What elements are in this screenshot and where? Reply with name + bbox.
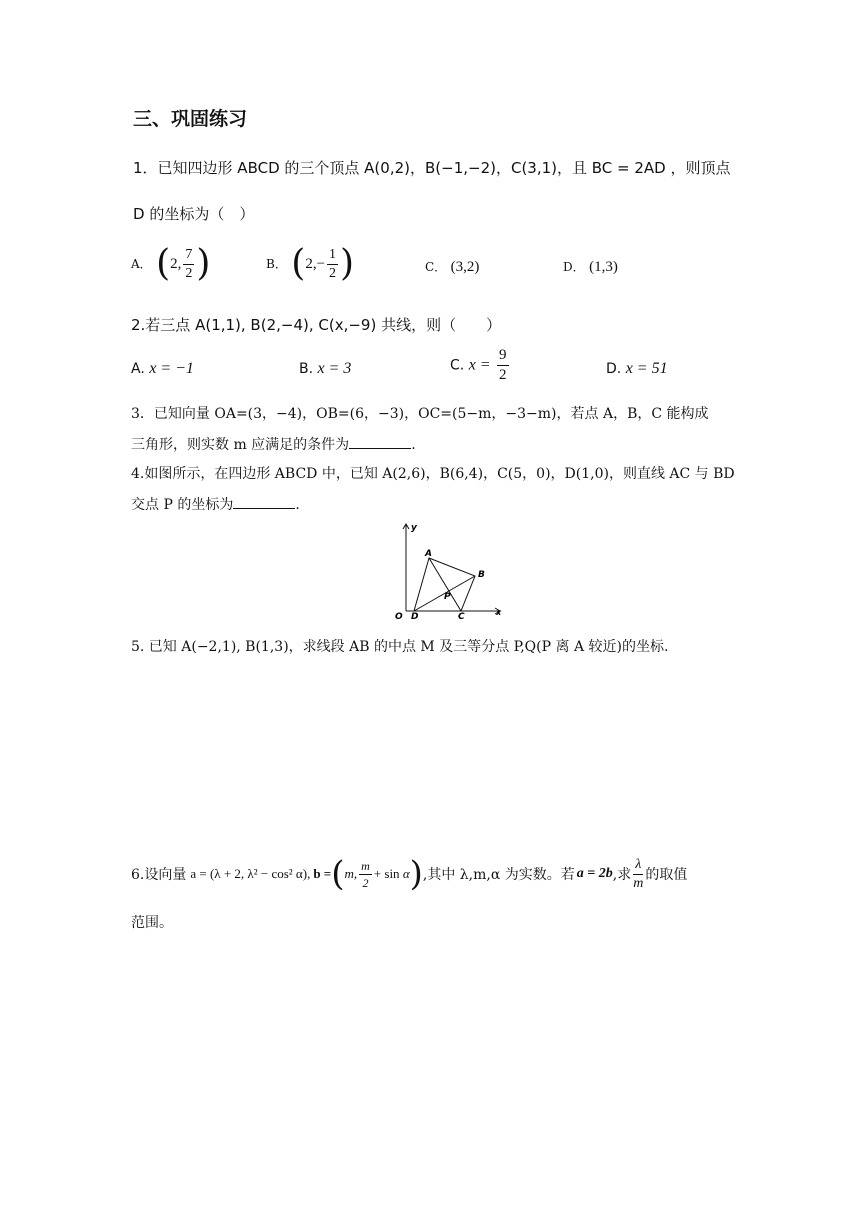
- q1-option-d-label: D．: [563, 260, 585, 274]
- q2-option-d-value: x = 51: [625, 360, 668, 377]
- question-1-line-1: [133, 157, 731, 178]
- q2-option-b: [299, 360, 351, 378]
- q2-option-c: C. x = $\frac{9}{2}$: [450, 347, 507, 383]
- q2-option-b-value: x = 3: [317, 360, 352, 377]
- diagonal-ac: [429, 558, 461, 611]
- q6-b-label: b =: [313, 866, 332, 881]
- q2-option-b-label: B.: [299, 361, 314, 377]
- q1-option-c: [425, 258, 479, 276]
- q2-option-a-value: x = −1: [149, 360, 194, 377]
- question-6-line-2: 范围。: [131, 915, 173, 931]
- label-d: D: [411, 612, 419, 622]
- quadrilateral-figure: [388, 518, 508, 622]
- q2-option-a-label: A.: [131, 361, 145, 377]
- label-y: y: [411, 523, 417, 533]
- q1-option-a: A． (2, $\frac{7}{2}$ ): [131, 243, 211, 284]
- question-4-line-1: 4.如图所示，在四边形 ABCD 中，已知 A(2,6)，B(6,4)，C(5，0)，D(1,0)，则直线 AC 与 BD: [131, 466, 735, 482]
- q2-option-a: [131, 360, 194, 378]
- q1-text: 1．已知四边形 ABCD 的三个顶点 A(0,2)，B(−1,−2)，C(3,1)，且 BC = 2AD ，则顶点: [133, 159, 731, 177]
- q6-ask: ,求: [612, 867, 632, 883]
- q1-option-b-label: B．: [266, 257, 287, 271]
- q6-frac-den: m: [633, 875, 644, 891]
- question-5-line: 5. 已知 A(−2,1), B(1,3)，求线段 AB 的中点 M 及三等分点 P,Q(P 离 A 较近)的坐标.: [131, 639, 669, 655]
- q1-option-d: [563, 258, 618, 276]
- q1-option-d-value: (1,3): [589, 259, 618, 275]
- q3-line2-text: 三角形，则实数 m 应满足的条件为: [131, 437, 350, 453]
- q6-prefix: 6.设向量: [131, 867, 187, 883]
- q6-frac-num: λ: [633, 858, 643, 875]
- q1-option-c-value: (3,2): [450, 259, 480, 275]
- q4-line2-text: 交点 P 的坐标为: [131, 497, 234, 513]
- q6-tail: 的取值: [645, 867, 688, 883]
- q2-option-d-label: D.: [606, 361, 622, 377]
- q3-answer-blank: [349, 434, 411, 449]
- q6-middle: ,其中 λ,m,α 为实数。若: [422, 867, 575, 883]
- label-x: x: [496, 608, 502, 617]
- q4-answer-blank: [233, 494, 295, 509]
- label-b: B: [478, 570, 485, 580]
- q1-option-a-label: A．: [131, 257, 152, 271]
- q1-option-b: B． (2,− $\frac{1}{2}$ ): [266, 243, 355, 284]
- label-p: P: [444, 592, 451, 602]
- q2-option-d: [606, 360, 668, 378]
- label-o: O: [395, 612, 403, 622]
- label-a: A: [425, 549, 432, 559]
- question-3-line-1: 3．已知向量 OA=(3，−4)，OB=(6，−3)，OC=(5−m，−3−m)，若点 A，B，C 能构成: [131, 406, 709, 422]
- question-6-line-1: 6.设向量 a = (λ + 2, λ² − cos² α), b = ( m, $\frac{m}{2}$ + sin α ) ,其中 λ,m,α 为实数。若 a = 2b ,求 $\frac{\lambda}{m}$ 的取值: [131, 854, 688, 894]
- question-4-line-2: 交点 P 的坐标为 .: [131, 494, 300, 514]
- q2-option-c-label: C.: [450, 357, 465, 374]
- section-title: 三、巩固练习: [133, 108, 248, 130]
- q6-a-definition: a = (λ + 2, λ² − cos² α),: [190, 866, 311, 881]
- question-1-line-2: D 的坐标为（ ）: [133, 205, 255, 223]
- label-c: C: [458, 612, 465, 622]
- q1-option-c-label: C．: [425, 260, 447, 274]
- question-2-line: 2.若三点 A(1,1), B(2,−4), C(x,−9) 共线，则（ ）: [131, 316, 502, 334]
- q2-option-c-value: x =: [468, 356, 491, 374]
- question-3-line-2: 三角形，则实数 m 应满足的条件为 .: [131, 434, 416, 454]
- q6-condition: a = 2b: [576, 866, 613, 881]
